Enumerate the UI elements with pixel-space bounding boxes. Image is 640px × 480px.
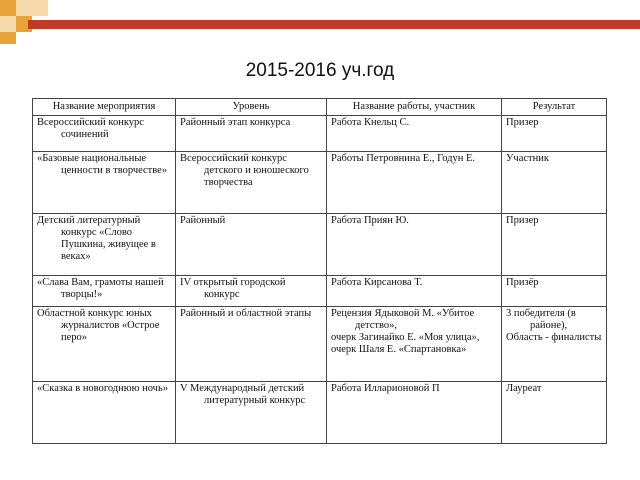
result-cell-text: Призер <box>506 215 539 226</box>
level-cell-text: Районный этап конкурса <box>180 117 291 128</box>
event-cell <box>33 214 176 276</box>
header-result: Результат <box>502 99 607 116</box>
result-cell-text: Участник <box>506 153 549 164</box>
event-cell-text: «Слава Вам, грамоты нашей творцы!» <box>37 277 164 300</box>
page-title: 2015-2016 уч.год <box>245 60 395 81</box>
header-row <box>33 99 607 116</box>
result-cell <box>502 382 607 444</box>
header-work: Название работы, участник <box>327 99 502 116</box>
event-cell-text: Детский литературный конкурс «Слово Пушкина, живущее в веках» <box>37 215 156 262</box>
result-cell-text: 3 победителя (в районе), <box>506 308 576 331</box>
work-cell <box>327 152 502 214</box>
result-cell-text: Призёр <box>506 277 539 288</box>
result-cell-text: Призер <box>506 117 539 128</box>
result-cell <box>502 276 607 307</box>
event-cell <box>33 152 176 214</box>
event-cell-text: Всероссийский конкурс сочинений <box>37 117 144 140</box>
work-cell-text: очерк Загинайко Е. «Моя улица», <box>331 332 480 343</box>
table-row <box>33 116 607 152</box>
level-cell <box>176 116 327 152</box>
table-row <box>33 152 607 214</box>
result-cell <box>502 307 607 382</box>
header-event: Название мероприятия <box>33 99 176 116</box>
event-cell <box>33 382 176 444</box>
level-cell-text: V Международный детский литературный конкурс <box>180 383 306 406</box>
event-cell <box>33 276 176 307</box>
level-cell-text: Всероссийский конкурс детского и юношеского творчества <box>180 153 309 188</box>
result-cell-text: Область - финалисты <box>506 332 602 343</box>
work-cell-text: Работа Илларионовой П <box>331 383 440 394</box>
work-cell-text: Работа Приян Ю. <box>331 215 409 226</box>
level-cell-text: IV открытый городской конкурс <box>180 277 286 300</box>
corner-decoration <box>0 0 640 44</box>
event-cell <box>33 307 176 382</box>
work-cell-text: Работа Кирсанова Т. <box>331 277 423 288</box>
level-cell-text: Районный <box>180 215 226 226</box>
work-cell <box>327 116 502 152</box>
result-cell <box>502 214 607 276</box>
work-cell-text: очерк Шаля Е. «Спартановка» <box>331 344 467 355</box>
work-cell <box>327 214 502 276</box>
table-row <box>33 276 607 307</box>
level-cell <box>176 307 327 382</box>
work-cell <box>327 307 502 382</box>
level-cell <box>176 152 327 214</box>
table-row <box>33 382 607 444</box>
result-cell-text: Лауреат <box>506 383 542 394</box>
event-cell <box>33 116 176 152</box>
work-cell <box>327 382 502 444</box>
header-level: Уровень <box>176 99 327 116</box>
level-cell <box>176 214 327 276</box>
event-cell-text: «Базовые национальные ценности в творчестве» <box>37 153 168 176</box>
level-cell <box>176 382 327 444</box>
level-cell <box>176 276 327 307</box>
result-cell <box>502 116 607 152</box>
table-row <box>33 307 607 382</box>
event-cell-text: «Сказка в новогоднюю ночь» <box>37 383 169 394</box>
work-cell-text: Работа Кнельц С. <box>331 117 410 128</box>
event-cell-text: Областной конкурс юных журналистов «Острое перо» <box>37 308 160 343</box>
work-cell-text: Работы Петровнина Е., Годун Е. <box>331 153 476 164</box>
results-table <box>32 98 607 444</box>
result-cell <box>502 152 607 214</box>
table-row <box>33 214 607 276</box>
work-cell <box>327 276 502 307</box>
work-cell-text: Рецензия Ядыковой М. «Убитое детство», <box>331 308 475 331</box>
level-cell-text: Районный и областной этапы <box>180 308 312 319</box>
